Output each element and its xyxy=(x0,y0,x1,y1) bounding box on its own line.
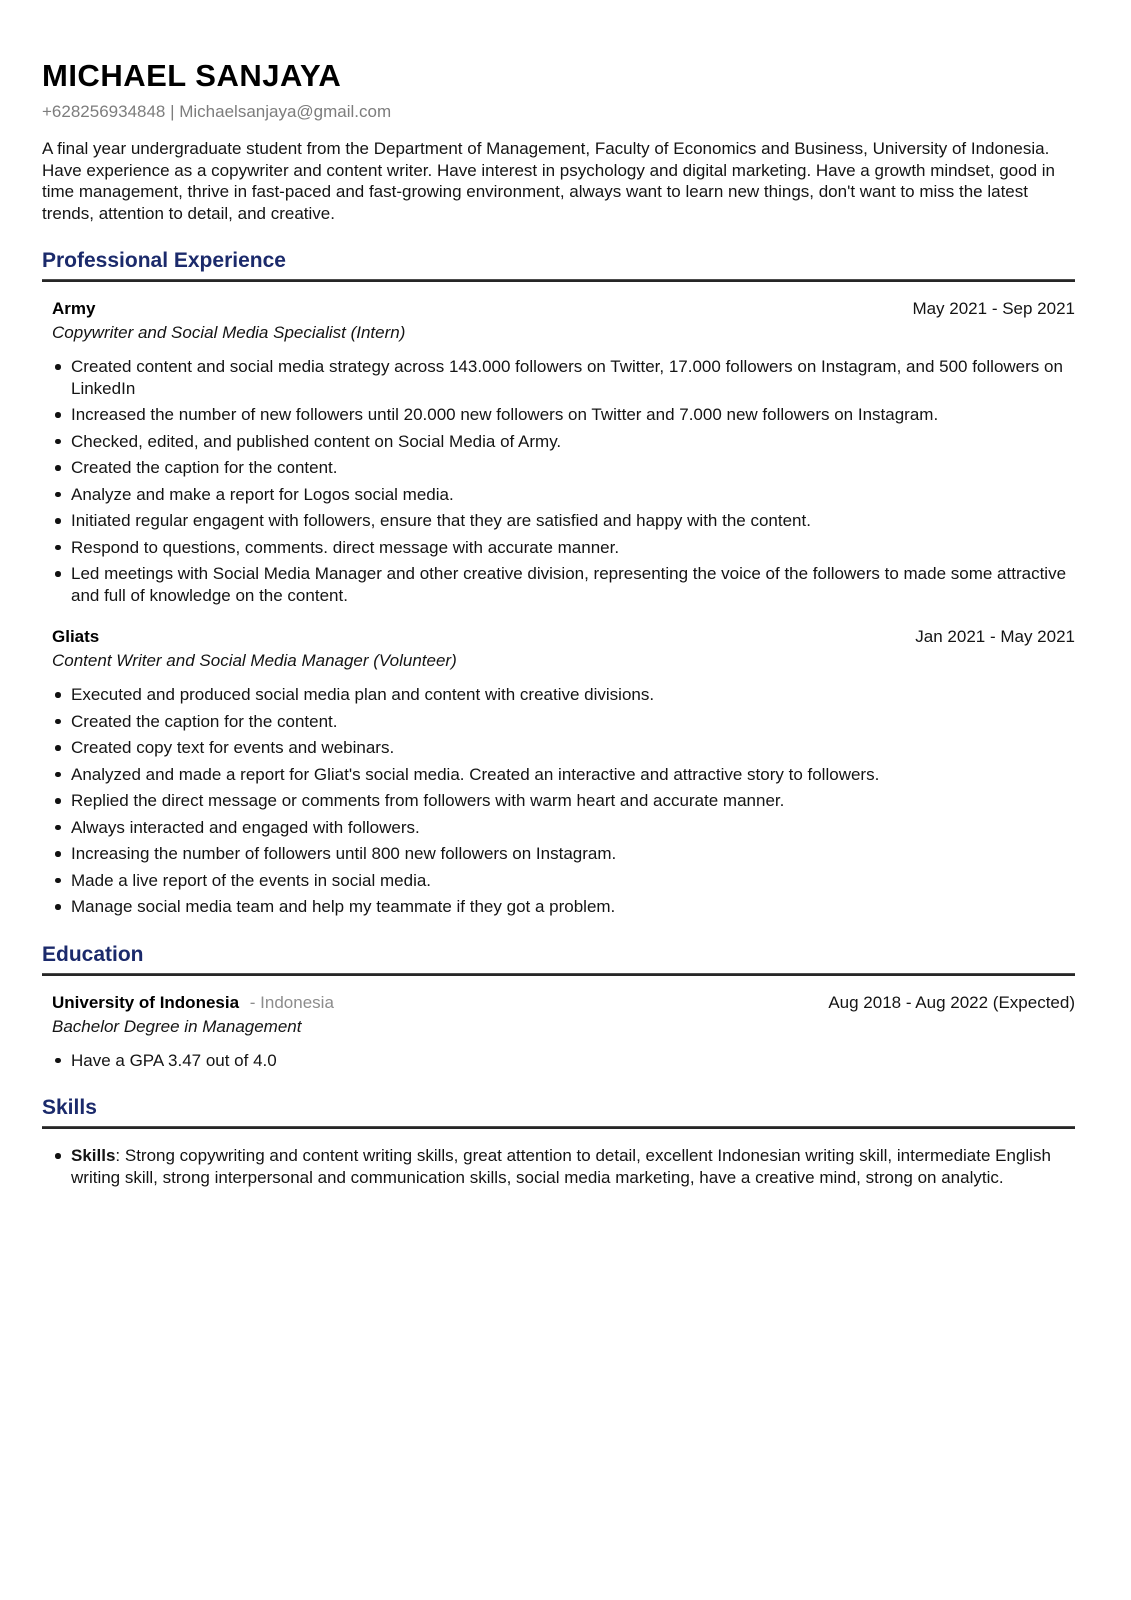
entry-role: Copywriter and Social Media Specialist (Intern) xyxy=(52,323,406,342)
entry-bullet-list xyxy=(52,1050,1075,1072)
section-title-education: Education xyxy=(42,942,144,966)
bullet-item: Created content and social media strategy across 143.000 followers on Twitter, 17.000 followers on Instagram, and 500 followers on LinkedIn xyxy=(52,356,1075,399)
bullet-item: Made a live report of the events in social media. xyxy=(52,870,1075,892)
entry-header xyxy=(52,298,1075,319)
section-education xyxy=(42,942,1075,1072)
company-name: Army xyxy=(52,299,96,318)
bullet-item: Manage social media team and help my teammate if they got a problem. xyxy=(52,896,1075,918)
entry-dates: Jan 2021 - May 2021 xyxy=(915,627,1075,646)
bullet-item: Executed and produced social media plan and content with creative divisions. xyxy=(52,684,1075,706)
section-divider xyxy=(42,973,1075,976)
bullet-item: Created copy text for events and webinars. xyxy=(52,737,1075,759)
section-title-experience: Professional Experience xyxy=(42,249,286,272)
school-line xyxy=(52,992,334,1013)
bullet-item: Increased the number of new followers until 20.000 new followers on Twitter and 7.000 new followers on Instagram. xyxy=(52,404,1075,426)
contact-line: +628256934848 | Michaelsanjaya@gmail.com xyxy=(42,102,392,121)
section-divider xyxy=(42,279,1075,282)
bullet-item: Checked, edited, and published content on Social Media of Army. xyxy=(52,431,1075,453)
entry-dates: May 2021 - Sep 2021 xyxy=(912,299,1075,318)
bullet-item: Always interacted and engaged with followers. xyxy=(52,817,1075,839)
entry-header xyxy=(52,626,1075,647)
bullet-item: Led meetings with Social Media Manager and other creative division, representing the voice of the followers to made some attractive and full of knowledge on the content. xyxy=(52,563,1075,606)
bullet-item: Initiated regular engagent with followers, ensure that they are satisfied and happy with the content. xyxy=(52,510,1075,532)
bullet-item: Respond to questions, comments. direct message with accurate manner. xyxy=(52,537,1075,559)
bullet-item: Increasing the number of followers until 800 new followers on Instagram. xyxy=(52,843,1075,865)
education-entry xyxy=(42,992,1075,1072)
bullet-item: Analyze and make a report for Logos social media. xyxy=(52,484,1075,506)
school-location: - Indonesia xyxy=(249,992,334,1012)
entry-role: Content Writer and Social Media Manager (Volunteer) xyxy=(52,651,457,670)
bullet-item: Analyzed and made a report for Gliat's social media. Created an interactive and attractive story to followers. xyxy=(52,764,1075,786)
experience-entry-gliats xyxy=(42,626,1075,918)
bullet-item: Created the caption for the content. xyxy=(52,457,1075,479)
skills-item xyxy=(52,1145,1075,1188)
entry-bullet-list xyxy=(52,684,1075,918)
bullet-item: Replied the direct message or comments from followers with warm heart and accurate manner. xyxy=(52,790,1075,812)
section-divider xyxy=(42,1126,1075,1129)
skills-bullet-list xyxy=(42,1145,1075,1188)
entry-header xyxy=(52,992,1075,1013)
skills-text: : Strong copywriting and content writing skills, great attention to detail, excellent Indonesian writing skill, intermediate English writing skill, strong interpersonal and communication skills, social media marketing, have a creative mind, strong on analytic. xyxy=(71,1146,1051,1187)
experience-entry-army xyxy=(42,298,1075,606)
entry-bullet-list xyxy=(52,356,1075,606)
school-name: University of Indonesia xyxy=(52,992,240,1012)
bullet-item: Have a GPA 3.47 out of 4.0 xyxy=(52,1050,1075,1072)
section-experience xyxy=(42,248,1075,918)
degree-name: Bachelor Degree in Management xyxy=(52,1016,302,1036)
candidate-name: MICHAEL SANJAYA xyxy=(42,58,342,93)
company-name: Gliats xyxy=(52,627,100,646)
skills-label: Skills xyxy=(71,1146,116,1165)
bullet-item: Created the caption for the content. xyxy=(52,711,1075,733)
section-title-skills: Skills xyxy=(42,1096,97,1119)
entry-dates: Aug 2018 - Aug 2022 (Expected) xyxy=(828,992,1075,1012)
summary-paragraph: A final year undergraduate student from the Department of Management, Faculty of Economics and Business, University of Indonesia. Have experience as a copywriter and content writer. Have interest in psychology and digital marketing. Have a growth mindset, good in time management, thrive in fast-paced and fast-growing environment, always want to learn new things, don't want to miss the latest trends, attention to detail, and creative. xyxy=(42,139,1055,223)
section-skills xyxy=(42,1095,1075,1188)
